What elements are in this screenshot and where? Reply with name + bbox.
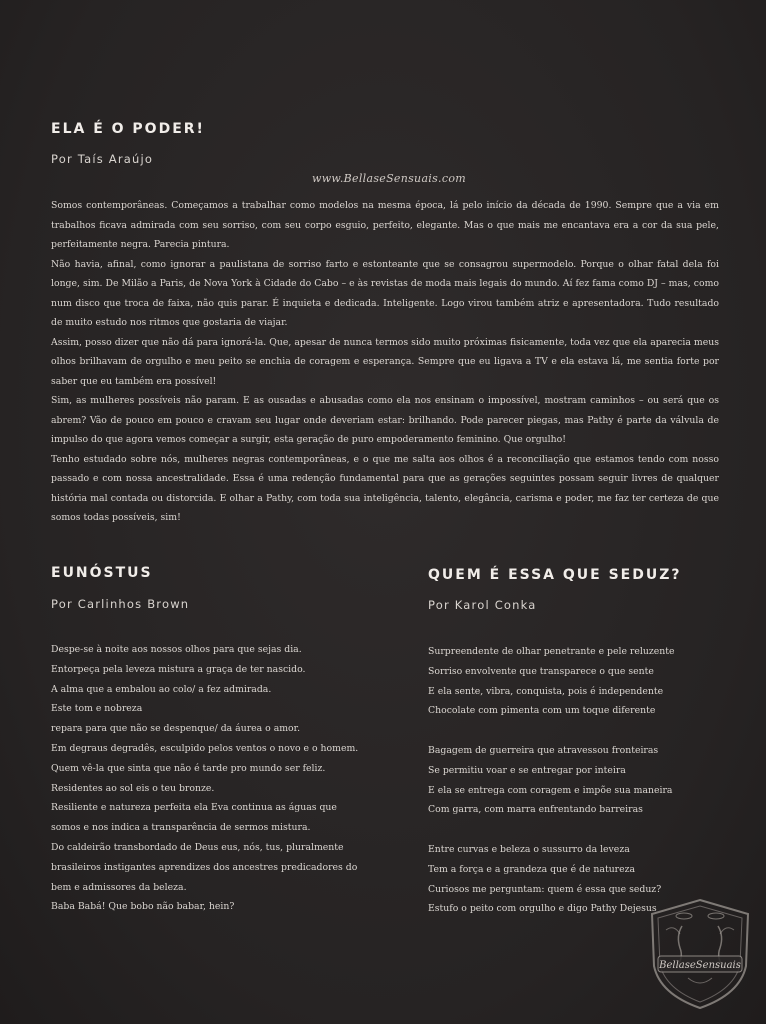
watermark-seal-icon: [644, 896, 756, 1012]
article-byline: Por Taís Araújo: [51, 152, 154, 166]
article-paragraph: Não havia, afinal, como ignorar a paulistana de sorriso farto e estonteante que se consagrou supermodelo. Porque o olhar fatal dela foi longe, sim. De Milão a Paris, de Nova York à Cidade do Cabo – e às revistas de moda mais legais do mundo. Aí fez fama como DJ – mas, como num disco que troca de faixa, não quis parar. É inquieta e dedicada. Inteligente. Logo virou também atriz e apresentadora. Tudo resultado de muito estudo nos ritmos que gostaria de viajar.: [51, 258, 719, 328]
poem-line: Com garra, com marra enfrentando barreiras: [428, 804, 643, 816]
poem-line: Quem vê-la que sinta que não é tarde pro mundo ser feliz.: [51, 762, 326, 774]
article-paragraph: Assim, posso dizer que não dá para ignorá-la. Que, apesar de nunca termos sido muito próximas fisicamente, toda vez que ela aparecia meus olhos brilhavam de orgulho e meu peito se enchia de coragem e esperança. Sempre que eu ligava a TV e ela estava lá, me sentia forte por saber que eu também era possível!: [51, 336, 719, 387]
poem-line: Sorriso envolvente que transparece o que sente: [428, 665, 654, 677]
article-paragraph: Tenho estudado sobre nós, mulheres negras contemporâneas, e o que me salta aos olhos é a reconciliação que estamos tendo com nosso passado e com nossa ancestralidade. Essa é uma redenção fundamental para que as gerações seguintes possam seguir livres de qualquer história mal contada ou distorcida. E olhar a Pathy, com toda sua inteligência, talento, elegância, carisma e poder, me faz ter certeza de que somos todas possíveis, sim!: [51, 453, 719, 523]
poem-line: Entre curvas e beleza o sussurro da leveza: [428, 843, 630, 855]
poem-line: Baba Babá! Que bobo não babar, hein?: [51, 901, 235, 913]
poem-line: E ela sente, vibra, conquista, pois é independente: [428, 685, 664, 697]
poem1-body: [51, 640, 358, 917]
poem-line: Despe-se à noite aos nossos olhos para que sejas dia.: [51, 644, 302, 655]
stanza-gap: [428, 820, 674, 840]
watermark-text: www.BellaseSensuais.com: [312, 172, 466, 185]
poem1-byline: Por Carlinhos Brown: [51, 597, 190, 611]
poem1-title: EUNÓSTUS: [51, 565, 153, 581]
poem-line: repara para que não se despenque/ da áurea o amor.: [51, 723, 301, 735]
poem-line: bem e admissores da beleza.: [51, 881, 187, 893]
poem-line: Tem a força e a grandeza que é de natureza: [428, 863, 636, 875]
poem2-title: QUEM É ESSA QUE SEDUZ?: [428, 567, 682, 583]
poem-line: Chocolate com pimenta com um toque diferente: [428, 705, 656, 717]
poem-line: Do caldeirão transbordado de Deus eus, nós, tus, pluralmente: [51, 841, 344, 853]
poem-line: Este tom e nobreza: [51, 703, 143, 715]
poem-line: A alma que a embalou ao colo/ a fez admirada.: [51, 683, 272, 695]
poem-line: Em degraus degradês, esculpido pelos ventos o novo e o homem.: [51, 742, 359, 754]
poem-line: Resiliente e natureza perfeita ela Eva continua as águas que: [51, 802, 337, 814]
poem-line: Se permitiu voar e se entregar por inteira: [428, 764, 626, 776]
article-title: ELA É O PODER!: [51, 121, 205, 137]
poem-line: Entorpeça pela leveza mistura a graça de ter nascido.: [51, 663, 306, 675]
poem2-byline: Por Karol Conka: [428, 598, 537, 612]
article-paragraph: Sim, as mulheres possíveis não param. E as ousadas e abusadas como ela nos ensinam o impossível, mostram caminhos – ou será que os abrem? Vão de pouco em pouco e cravam seu lugar onde deveriam estar: brilhando. Pode parecer piegas, mas Pathy é parte da válvula de impulso do que agora vemos começar a surgir, esta geração de puro empoderamento feminino. Que orgulho!: [51, 395, 719, 445]
poem-line: Curiosos me perguntam: quem é essa que seduz?: [428, 883, 662, 895]
poem-line: Residentes ao sol eis o teu bronze.: [51, 782, 215, 794]
poem-line: E ela se entrega com coragem e impõe sua maneira: [428, 784, 673, 796]
stanza-gap: [428, 721, 674, 741]
poem-line: Estufo o peito com orgulho e digo Pathy Dejesus: [428, 903, 657, 915]
poem2-body: [428, 642, 674, 919]
poem-line: somos e nos indica a transparência de sermos mistura.: [51, 822, 311, 834]
poem-line: Bagagem de guerreira que atravessou fronteiras: [428, 744, 659, 756]
seal-text: BellaseSensuais: [659, 960, 741, 971]
article-body: [51, 196, 719, 528]
poem-line: Surpreendente de olhar penetrante e pele reluzente: [428, 646, 675, 657]
poem-line: brasileiros instigantes aprendizes dos ancestres predicadores do: [51, 861, 358, 873]
article-paragraph: Somos contemporâneas. Começamos a trabalhar como modelos na mesma época, lá pelo início da década de 1990. Sempre que a via em trabalhos ficava admirada com seu sorriso, com seu corpo esguio, perfeito, elegante. Mas o que mais me encantava era a cor da sua pele, perfeitamente negra. Parecia pintura.: [51, 200, 719, 250]
